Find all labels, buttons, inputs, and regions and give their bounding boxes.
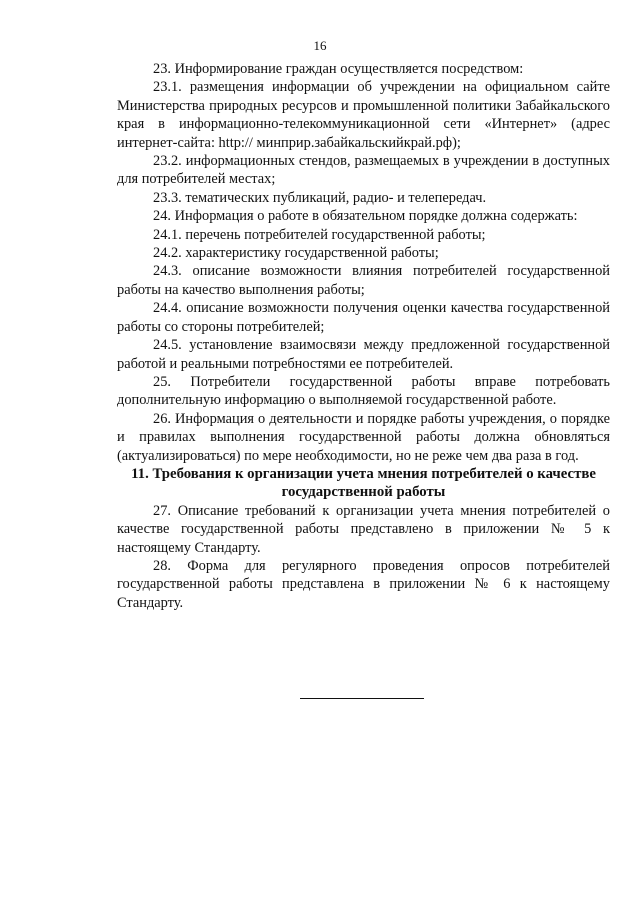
paragraph: 27. Описание требований к организации учета мнения потребителей о качестве государственной работы представлено в приложении № 5 к настоящему Стандарту. bbox=[117, 502, 610, 556]
section-title: 11. Требования к организации учета мнения потребителей о качестве государственной работы bbox=[131, 465, 596, 501]
page-number: 16 bbox=[313, 38, 327, 53]
paragraph: 23.3. тематических публикаций, радио- и телепередач. bbox=[153, 189, 487, 206]
paragraph: 24. Информация о работе в обязательном порядке должна содержать: bbox=[153, 208, 578, 225]
paragraph: 24.5. установление взаимосвязи между предложенной государственной работой и реальными потребностями ее потребителей. bbox=[117, 337, 610, 372]
document-body bbox=[117, 60, 610, 612]
paragraph: 28. Форма для регулярного проведения опросов потребителей государственной работы представлена в приложении № 6 к настоящему Стандарту. bbox=[117, 557, 610, 611]
end-divider-line bbox=[300, 698, 424, 699]
paragraph: 24.3. описание возможности влияния потребителей государственной работы на качество выполнения работы; bbox=[117, 263, 610, 298]
paragraph: 24.2. характеристику государственной работы; bbox=[153, 245, 439, 262]
paragraph: 26. Информация о деятельности и порядке работы учреждения, о порядке и правилах выполнения государственной работы должна обновляться (актуализироваться) по мере необходимости, но не реже чем два раза в год. bbox=[117, 410, 610, 464]
paragraph: 24.4. описание возможности получения оценки качества государственной работы со стороны потребителей; bbox=[117, 300, 610, 335]
paragraph: 23. Информирование граждан осуществляется посредством: bbox=[153, 61, 524, 77]
paragraph: 24.1. перечень потребителей государственной работы; bbox=[153, 226, 486, 243]
paragraph: 23.2. информационных стендов, размещаемых в учреждении в доступных для потребителей местах; bbox=[117, 153, 610, 188]
paragraph: 25. Потребители государственной работы вправе потребовать дополнительную информацию о выполняемой государственной работе. bbox=[117, 373, 610, 409]
paragraph: 23.1. размещения информации об учреждении на официальном сайте Министерства природных ресурсов и промышленной политики Забайкальского края в информационно-телекоммуникационной сети «Интернет» (адрес интернет-сайта: http:// минприр.забайкальскийкрай.рф); bbox=[117, 79, 610, 151]
